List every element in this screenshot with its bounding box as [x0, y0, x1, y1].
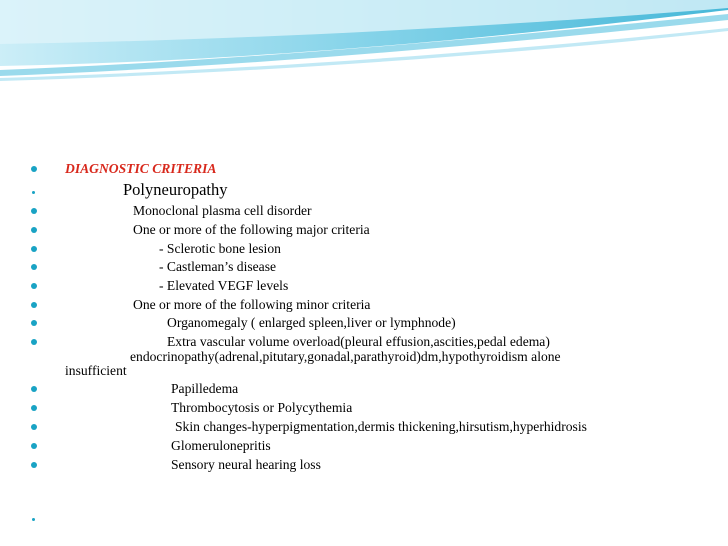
bullet-icon	[31, 246, 37, 252]
bullet-icon	[31, 443, 37, 449]
list-item-continuation: insufficient	[65, 363, 127, 378]
bullet-icon	[31, 405, 37, 411]
bullet-icon	[31, 386, 37, 392]
bullet-icon	[31, 302, 37, 308]
bullet-icon	[31, 283, 37, 289]
list-item-continuation: endocrinopathy(adrenal,pitutary,gonadal,parathyroid)dm,hypothyroidism alone	[130, 349, 561, 364]
list-item-text: Extra vascular volume overload(pleural effusion,ascities,pedal edema)	[167, 334, 550, 349]
list-item	[0, 258, 728, 278]
list-item	[0, 418, 728, 438]
list-item-text: Skin changes-hyperpigmentation,dermis thickening,hirsutism,hyperhidrosis	[175, 419, 587, 434]
bullet-icon	[31, 264, 37, 270]
list-item	[0, 240, 728, 260]
list-item	[0, 314, 728, 334]
slide-title: DIAGNOSTIC CRITERIA	[65, 161, 217, 176]
list-item	[0, 221, 728, 241]
list-item	[0, 296, 728, 316]
list-item-text: Glomerulonepritis	[171, 438, 271, 453]
bullet-icon	[31, 462, 37, 468]
bullet-icon	[31, 166, 37, 172]
list-item-text: Sensory neural hearing loss	[171, 457, 321, 472]
list-item-text: - Sclerotic bone lesion	[159, 241, 281, 256]
list-item-subheading	[0, 180, 728, 203]
bullet-icon	[31, 424, 37, 430]
list-item-empty	[0, 510, 728, 530]
subheading: Polyneuropathy	[123, 180, 228, 199]
list-item-text: - Castleman’s disease	[159, 259, 277, 274]
bullet-icon	[31, 227, 37, 233]
list-item	[0, 202, 728, 222]
list-item-text: Organomegaly ( enlarged spleen,liver or lymphnode)	[167, 315, 456, 330]
list-item	[0, 380, 728, 400]
list-item-title	[0, 160, 728, 180]
list-item	[0, 277, 728, 297]
bullet-icon	[32, 518, 35, 521]
list-item-text: One or more of the following minor criteria	[133, 297, 371, 312]
list-item-text: - Elevated VEGF levels	[159, 278, 289, 293]
bullet-icon	[31, 339, 37, 345]
list-item	[0, 399, 728, 419]
list-item-text: Thrombocytosis or Polycythemia	[171, 400, 353, 415]
list-item-text: One or more of the following major criteria	[133, 222, 370, 237]
list-item	[0, 456, 728, 476]
bullet-icon	[32, 191, 35, 194]
list-item-text: Papilledema	[171, 381, 239, 396]
list-item	[0, 437, 728, 457]
bullet-icon	[31, 208, 37, 214]
bullet-icon	[31, 320, 37, 326]
list-item-text: Monoclonal plasma cell disorder	[133, 203, 312, 218]
